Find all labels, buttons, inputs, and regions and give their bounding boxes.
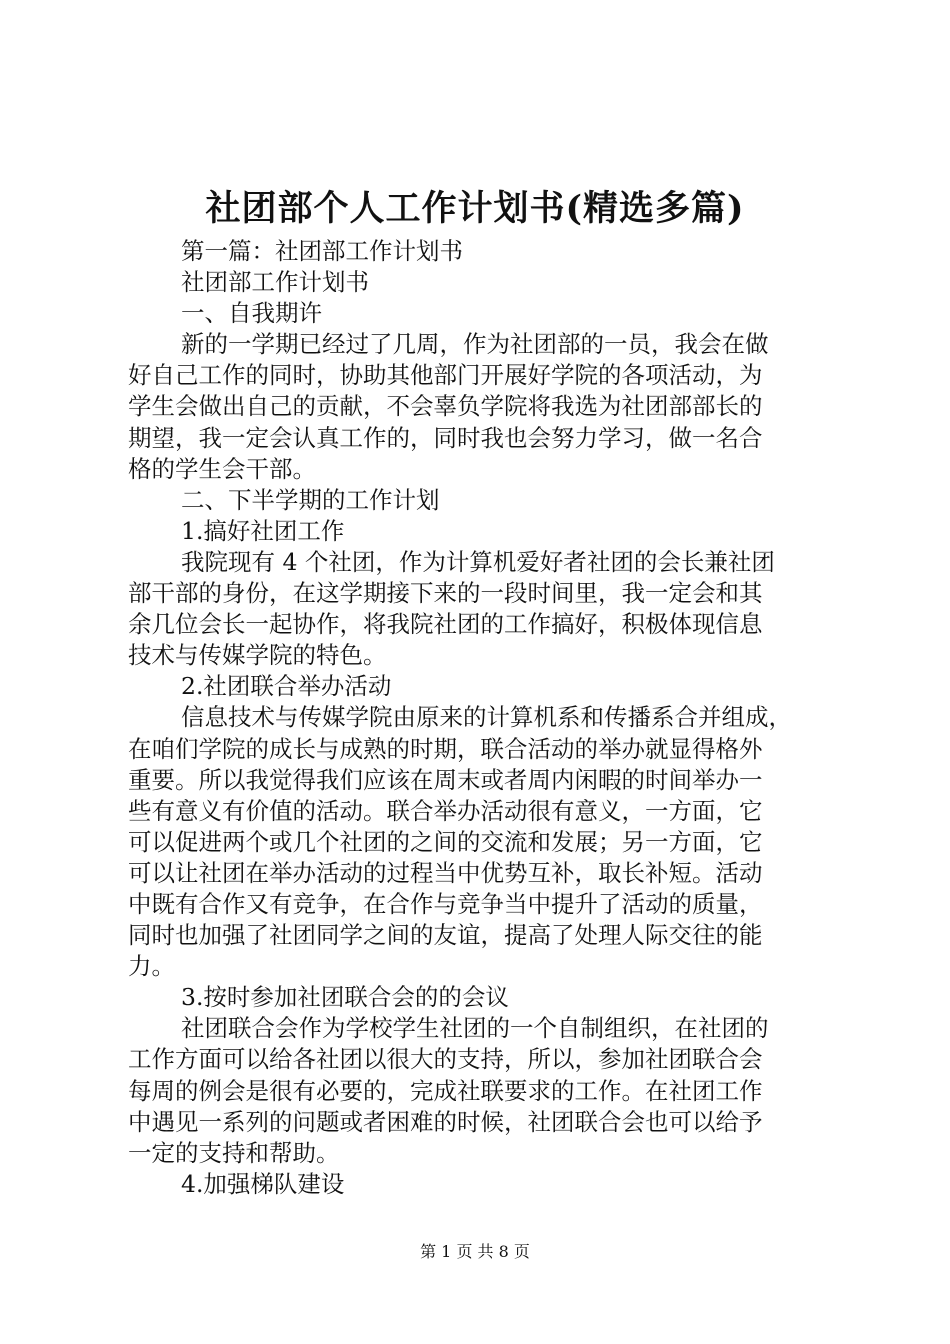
text-line: 同时也加强了社团同学之间的友谊，提高了处理人际交往的能 [128, 921, 763, 950]
text-line: 一定的支持和帮助。 [128, 1138, 340, 1167]
text-line: 期望，我一定会认真工作的，同时我也会努力学习，做一名合 [128, 423, 763, 452]
page-footer: 第 1 页 共 8 页 [420, 1242, 530, 1261]
document-title: 社团部个人工作计划书(精选多篇) [205, 188, 745, 229]
text-line: 重要。所以我觉得我们应该在周末或者周内闲暇的时间举办一 [128, 765, 763, 794]
text-line: 在咱们学院的成长与成熟的时期，联合活动的举办就显得格外 [128, 734, 763, 763]
text-line: 第一篇：社团部工作计划书 [181, 237, 463, 265]
text-line: 4.加强梯队建设 [181, 1169, 345, 1198]
text-line: 格的学生会干部。 [128, 454, 316, 483]
text-line: 学生会做出自己的贡献，不会辜负学院将我选为社团部部长的 [128, 392, 763, 421]
text-line: 社团部工作计划书 [181, 268, 369, 297]
text-line: 力。 [128, 952, 175, 981]
text-line: 信息技术与传媒学院由原来的计算机系和传播系合并组成， [181, 703, 792, 732]
text-line: 中遇见一系列的问题或者困难的时候，社团联合会也可以给予 [128, 1107, 763, 1136]
text-line: 1.搞好社团工作 [181, 516, 345, 545]
text-line: 新的一学期已经过了几周，作为社团部的一员，我会在做 [181, 330, 769, 359]
text-line: 工作方面可以给各社团以很大的支持，所以，参加社团联合会 [128, 1045, 763, 1074]
text-line: 二、下半学期的工作计划 [181, 485, 440, 514]
text-line: 社团联合会作为学校学生社团的一个自制组织，在社团的 [181, 1014, 769, 1043]
text-line: 余几位会长一起协作，将我院社团的工作搞好，积极体现信息 [128, 610, 763, 639]
text-line: 3.按时参加社团联合会的的会议 [181, 983, 509, 1012]
text-line: 可以让社团在举办活动的过程当中优势互补，取长补短。活动 [128, 858, 763, 887]
document-body [128, 236, 832, 1200]
text-line: 每周的例会是很有必要的，完成社联要求的工作。在社团工作 [128, 1076, 763, 1105]
text-line: 我院现有 4 个社团，作为计算机爱好者社团的会长兼社团 [181, 547, 775, 576]
text-line: 些有意义有价值的活动。联合举办活动很有意义，一方面，它 [128, 796, 763, 825]
text-line: 可以促进两个或几个社团的之间的交流和发展；另一方面，它 [128, 827, 763, 856]
text-line: 技术与传媒学院的特色。 [128, 641, 387, 670]
text-line: 部干部的身份，在这学期接下来的一段时间里，我一定会和其 [128, 579, 763, 608]
text-line: 一、自我期许 [181, 299, 322, 328]
text-line: 2.社团联合举办活动 [181, 672, 392, 701]
text-line: 好自己工作的同时，协助其他部门开展好学院的各项活动，为 [128, 361, 763, 390]
text-line: 中既有合作又有竞争，在合作与竞争当中提升了活动的质量， [128, 889, 763, 918]
